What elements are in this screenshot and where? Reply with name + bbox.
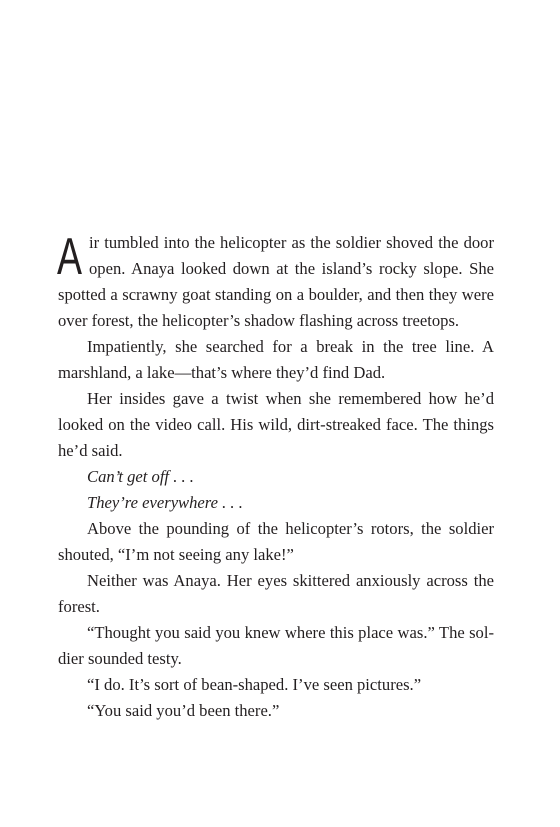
chapter-text [58, 230, 494, 724]
paragraph-4: Can’t get off . . . [87, 467, 194, 486]
drop-cap: A [57, 228, 82, 286]
paragraph-6: Above the pounding of the helicopter’s rotors, the soldier shouted, “I’m not seeing any lake!” [58, 519, 494, 564]
paragraph-9: “I do. It’s sort of bean-shaped. I’ve seen pictures.” [87, 675, 422, 694]
paragraph-3: Her insides gave a twist when she remembered how he’d looked on the video call. His wild, dirt-streaked face. The things he’d said. [58, 389, 494, 460]
paragraph-2: Impatiently, she searched for a break in the tree line. A marshland, a lake—that’s where they’d find Dad. [58, 337, 494, 382]
paragraph-7: Neither was Anaya. Her eyes skittered anxiously across the forest. [58, 571, 494, 616]
paragraph-1 [58, 230, 494, 334]
paragraph-10: “You said you’d been there.” [87, 701, 280, 720]
paragraph-5: They’re everywhere . . . [87, 493, 243, 512]
paragraph-1-text: ir tumbled into the helicopter as the soldier shoved the door open. Anaya looked down at the island’s rocky slope. She spotted a scrawny goat standing on a boulder, and then they were over forest, the helicopter’s shadow flashing across treetops. [58, 233, 494, 330]
paragraph-8: “Thought you said you knew where this place was.” The soldier sounded testy. [58, 623, 494, 668]
